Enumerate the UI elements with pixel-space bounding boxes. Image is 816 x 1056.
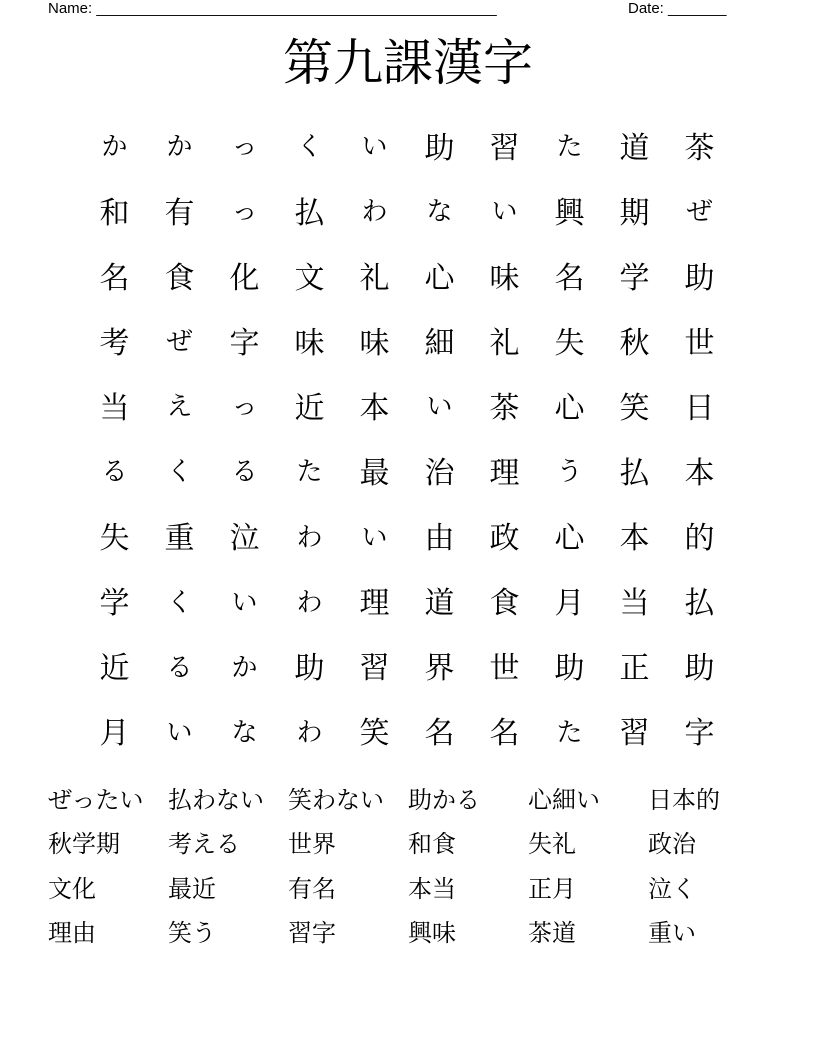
grid-cell: 最 xyxy=(359,455,390,491)
grid-cell: 字 xyxy=(684,716,715,752)
grid-cell: 考 xyxy=(99,325,130,361)
grid-cell: 道 xyxy=(424,586,455,622)
grid-cell: ぜ xyxy=(686,197,713,228)
grid-cell: 日 xyxy=(684,390,715,426)
grid-cell: 笑 xyxy=(619,390,650,426)
grid-cell: 茶 xyxy=(489,390,520,426)
grid-cell: 名 xyxy=(489,716,520,752)
grid-cell: 名 xyxy=(554,260,585,296)
grid-cell: か xyxy=(166,132,193,162)
grid-cell: く xyxy=(166,457,193,488)
word-bank-item: 考える xyxy=(168,830,240,859)
grid-cell: 心 xyxy=(424,260,455,296)
grid-cell: な xyxy=(231,717,258,748)
grid-cell: 細 xyxy=(424,325,455,361)
grid-cell: 本 xyxy=(684,455,715,491)
grid-cell: 世 xyxy=(489,651,520,687)
grid-cell: っ xyxy=(231,392,258,423)
grid-cell: 道 xyxy=(619,130,650,166)
word-bank-item: 世界 xyxy=(288,830,336,859)
grid-cell: 礼 xyxy=(489,325,520,361)
grid-cell: 和 xyxy=(99,195,130,231)
grid-cell: い xyxy=(491,197,518,228)
grid-cell: 失 xyxy=(99,521,130,557)
grid-row xyxy=(82,568,732,633)
word-bank-item: 笑う xyxy=(168,919,216,948)
grid-cell: 助 xyxy=(294,651,325,687)
grid-cell: 払 xyxy=(294,195,325,231)
word-bank-item: 文化 xyxy=(48,874,96,903)
name-field: Name: ________________________________________________ xyxy=(48,0,497,17)
word-bank-item: 理由 xyxy=(48,919,96,948)
grid-cell: 当 xyxy=(99,390,130,426)
grid-cell: 由 xyxy=(424,521,455,557)
grid-cell: る xyxy=(101,457,128,488)
word-bank-item: 心細い xyxy=(528,785,600,814)
grid-cell: 笑 xyxy=(359,716,390,752)
word-bank-row xyxy=(48,820,768,865)
grid-cell: 泣 xyxy=(229,521,260,557)
grid-cell: 食 xyxy=(489,586,520,622)
grid-cell: い xyxy=(166,717,193,748)
grid-cell: た xyxy=(556,132,583,162)
grid-cell: く xyxy=(166,587,193,618)
grid-cell: 名 xyxy=(99,260,130,296)
grid-row xyxy=(82,437,732,502)
grid-cell: 払 xyxy=(684,586,715,622)
grid-cell: 化 xyxy=(229,260,260,296)
word-bank-item: 払わない xyxy=(168,785,264,814)
grid-cell: ぜ xyxy=(166,327,193,358)
grid-cell: わ xyxy=(296,587,323,618)
grid-cell: 礼 xyxy=(359,260,390,296)
word-bank-item: 泣く xyxy=(648,874,696,903)
grid-cell: 学 xyxy=(99,586,130,622)
grid-cell: 政 xyxy=(489,521,520,557)
grid-cell: た xyxy=(296,457,323,488)
word-bank-item: 興味 xyxy=(408,919,456,948)
grid-cell: 秋 xyxy=(619,325,650,361)
grid-row xyxy=(82,372,732,437)
grid-cell: 界 xyxy=(424,651,455,687)
grid-cell: え xyxy=(166,392,193,423)
word-bank-row xyxy=(48,775,768,820)
grid-cell: 払 xyxy=(619,455,650,491)
grid-cell: わ xyxy=(296,717,323,748)
grid-row xyxy=(82,307,732,372)
grid-cell: い xyxy=(361,132,388,162)
date-field: Date: _______ xyxy=(628,0,727,17)
grid-cell: 本 xyxy=(619,521,650,557)
grid-cell: 心 xyxy=(554,390,585,426)
grid-cell: る xyxy=(166,652,193,683)
grid-cell: 字 xyxy=(229,325,260,361)
grid-cell: 有 xyxy=(164,195,195,231)
word-search-grid xyxy=(82,112,732,763)
grid-row xyxy=(82,177,732,242)
page-title: 第九課漢字 xyxy=(283,34,533,92)
grid-cell: 期 xyxy=(619,195,650,231)
grid-cell: 近 xyxy=(99,651,130,687)
word-bank-row xyxy=(48,909,768,954)
grid-cell: っ xyxy=(231,197,258,228)
grid-cell: い xyxy=(361,522,388,553)
grid-cell: 味 xyxy=(294,325,325,361)
grid-cell: い xyxy=(231,587,258,618)
grid-cell: 月 xyxy=(99,716,130,752)
word-bank-row xyxy=(48,864,768,909)
grid-cell: 助 xyxy=(554,651,585,687)
grid-cell: 正 xyxy=(619,651,650,687)
word-bank-item: 助かる xyxy=(408,785,480,814)
word-bank-item: 和食 xyxy=(408,830,456,859)
grid-cell: 的 xyxy=(684,521,715,557)
word-bank xyxy=(48,775,768,953)
grid-cell: る xyxy=(231,457,258,488)
grid-cell: 習 xyxy=(359,651,390,687)
grid-cell: 助 xyxy=(424,130,455,166)
grid-cell: い xyxy=(426,392,453,423)
grid-cell: 文 xyxy=(294,260,325,296)
grid-cell: わ xyxy=(296,522,323,553)
grid-cell: く xyxy=(296,132,323,162)
word-bank-item: 重い xyxy=(648,919,696,948)
grid-cell: 理 xyxy=(359,586,390,622)
grid-row xyxy=(82,242,732,307)
grid-cell: 心 xyxy=(554,521,585,557)
grid-cell: 助 xyxy=(684,651,715,687)
word-bank-item: 正月 xyxy=(528,874,576,903)
grid-cell: 学 xyxy=(619,260,650,296)
grid-cell: 月 xyxy=(554,586,585,622)
word-bank-item: 最近 xyxy=(168,874,216,903)
grid-row xyxy=(82,698,732,763)
grid-cell: 助 xyxy=(684,260,715,296)
grid-row xyxy=(82,503,732,568)
word-bank-item: 失礼 xyxy=(528,830,576,859)
grid-cell: 茶 xyxy=(684,130,715,166)
grid-row xyxy=(82,112,732,177)
grid-cell: 習 xyxy=(489,130,520,166)
word-bank-item: 有名 xyxy=(288,874,336,903)
word-bank-item: 政治 xyxy=(648,830,696,859)
grid-cell: っ xyxy=(231,132,258,162)
word-bank-item: 笑わない xyxy=(288,785,384,814)
grid-cell: 興 xyxy=(554,195,585,231)
word-bank-item: 習字 xyxy=(288,919,336,948)
grid-cell: 近 xyxy=(294,390,325,426)
grid-cell: か xyxy=(231,652,258,683)
grid-cell: わ xyxy=(361,197,388,228)
grid-cell: 習 xyxy=(619,716,650,752)
grid-cell: 当 xyxy=(619,586,650,622)
grid-cell: た xyxy=(556,717,583,748)
grid-cell: な xyxy=(426,197,453,228)
grid-cell: 重 xyxy=(164,521,195,557)
grid-cell: か xyxy=(101,132,128,162)
grid-cell: 世 xyxy=(684,325,715,361)
word-bank-item: 秋学期 xyxy=(48,830,120,859)
grid-cell: 本 xyxy=(359,390,390,426)
word-bank-item: 日本的 xyxy=(648,785,720,814)
grid-cell: 味 xyxy=(359,325,390,361)
grid-cell: 食 xyxy=(164,260,195,296)
grid-cell: 治 xyxy=(424,455,455,491)
word-bank-item: 本当 xyxy=(408,874,456,903)
grid-cell: 理 xyxy=(489,455,520,491)
grid-cell: 失 xyxy=(554,325,585,361)
grid-cell: 名 xyxy=(424,716,455,752)
grid-cell: 味 xyxy=(489,260,520,296)
grid-row xyxy=(82,633,732,698)
word-bank-item: ぜったい xyxy=(48,785,144,814)
word-bank-item: 茶道 xyxy=(528,919,576,948)
grid-cell: う xyxy=(556,457,583,488)
